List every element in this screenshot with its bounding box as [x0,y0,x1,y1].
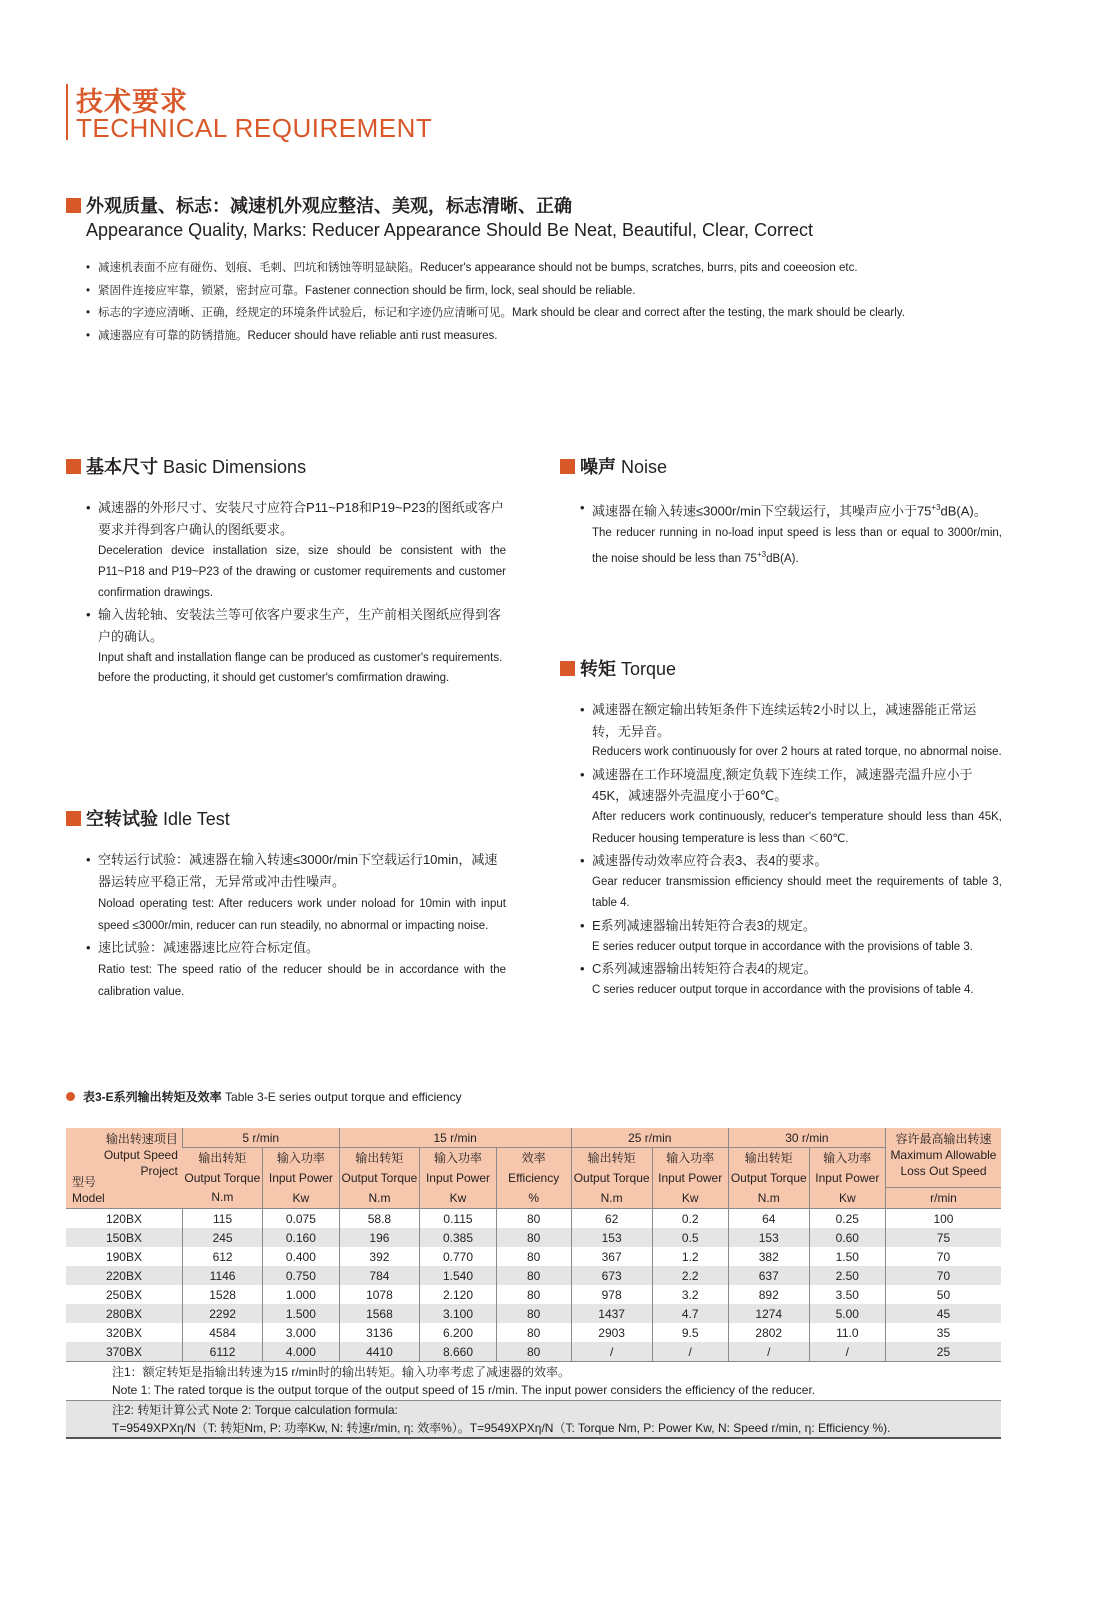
table-cell: 25 [885,1342,1001,1362]
torque-efficiency-table [66,1128,1001,1439]
torque-item-en: After reducers work continuously, reducer's temperature should less than 45K, Reducer housing temperature is less than ＜60℃. [592,810,1002,845]
table-cell: 0.385 [420,1228,496,1247]
table-cell: / [652,1342,728,1362]
col-header-en: Output Torque [182,1168,262,1187]
unit-cell: r/min [885,1187,1001,1208]
col-header-cn: 输入功率 [809,1148,885,1168]
table-cell: 367 [571,1247,652,1266]
col-header-en: Input Power [420,1168,496,1187]
table-cell: 0.60 [809,1228,885,1247]
table-cell: 2802 [728,1323,809,1342]
torque-item-cn: • C系列减速器输出转矩符合表4的规定。 [580,958,1002,980]
idle-test-item1-en: Noload operating test: After reducers work under noload for 10min with input speed ≤3000r/min, reducer can run steadily, no abnormal or impacting noise. [98,898,506,932]
table-cell: 1.000 [263,1285,339,1304]
table-cell: 80 [496,1247,571,1266]
model-cell: 150BX [66,1228,182,1247]
table-row [66,1209,1001,1229]
noise-item-cn: • 减速器在输入转速≤3000r/min下空载运行，其噪声应小于$75^{+3}dB(A)$。 [580,497,1002,522]
unit-cell: Kw [809,1187,885,1208]
unit-cell: N.m [339,1187,420,1208]
table-row [66,1266,1001,1285]
page-title-cn: 技术要求 [76,87,188,117]
table-cell: 115 [182,1209,262,1229]
table-cell: 0.160 [263,1228,339,1247]
basic-dimensions-section [66,453,506,688]
speed-group-header: 5 r/min [182,1128,339,1148]
table-cell: 80 [496,1209,571,1229]
col-header-en: Output Torque [339,1168,420,1187]
square-bullet-icon [560,459,575,474]
model-cell: 320BX [105,1325,142,1340]
table-cell: 50 [885,1285,1001,1304]
unit-cell: Kw [263,1187,339,1208]
torque-section [560,655,1002,1001]
basic-dimensions-heading-cn: 基本尺寸 [86,457,158,477]
table-cell: 4584 [182,1323,262,1342]
torque-item-en: C series reducer output torque in accordance with the provisions of table 4. [592,983,974,996]
table-cell: / [571,1342,652,1362]
table-cell: 2292 [182,1304,262,1323]
table-corner-header: 输出转速项目 Output Speed Project 型号 Model [66,1128,182,1209]
table-cell: 382 [728,1247,809,1266]
table-cell: 1274 [728,1304,809,1323]
appearance-section [66,192,1026,347]
col-header-cn: 输出转矩 [339,1148,420,1168]
table-cell: 1437 [571,1304,652,1323]
col-header-cn: 输出转矩 [728,1148,809,1168]
col-header-cn: 输入功率 [420,1148,496,1168]
col-header-cn: 输入功率 [263,1148,339,1168]
col-header-en: Input Power [652,1168,728,1187]
list-item: • 紧固件连接应牢靠，锁紧，密封应可靠。Fastener connection should be firm, lock, seal should be reliable. [86,280,1026,303]
table-cell: 612 [182,1247,262,1266]
table-row [66,1304,1001,1323]
table-cell: 3.2 [652,1285,728,1304]
table-cell: 70 [885,1266,1001,1285]
table-cell: 3136 [339,1323,420,1342]
table-cell: 3.100 [420,1304,496,1323]
torque-item-en: Reducers work continuously for over 2 hours at rated torque, no abnormal noise. [592,746,1002,759]
table-cell: 8.660 [420,1342,496,1362]
square-bullet-icon [66,459,81,474]
table-cell: 64 [728,1209,809,1229]
idle-test-heading-en: Idle Test [163,809,230,829]
table-cell: 1078 [339,1285,420,1304]
table-cell: 0.115 [420,1209,496,1229]
table-cell: / [809,1342,885,1362]
col-header-en: Efficiency [496,1168,571,1187]
table-cell: 58.8 [339,1209,420,1229]
table-cell: 6.200 [420,1323,496,1342]
noise-heading-cn: 噪声 [580,457,616,477]
table-cell: 1.50 [809,1247,885,1266]
table-row [66,1285,1001,1304]
model-cell: 190BX [105,1249,142,1264]
table-cell: 0.400 [263,1247,339,1266]
noise-item-en: The reducer running in no-load input speed is less than or equal to 3000r/min, the noise should be less than $75^{+3}dB(A)$. [592,527,1002,566]
col-header-cn: 输入功率 [652,1148,728,1168]
table-cell: 62 [571,1209,652,1229]
table-cell: 75 [885,1228,1001,1247]
table-title-cn: 表3-E系列输出转矩及效率 [83,1090,222,1104]
table-body [66,1209,1001,1362]
idle-test-item1-cn: • 空转运行试验：减速器在输入转速≤3000r/min下空载运行10min，减速器运转应平稳正常，无异常或冲击性噪声。 [86,849,506,893]
table-cell: 45 [885,1304,1001,1323]
col-header-en: Output Torque [571,1168,652,1187]
table-cell: 153 [728,1228,809,1247]
table-cell: 978 [571,1285,652,1304]
table-cell: 0.2 [652,1209,728,1229]
unit-cell: N.m [728,1187,809,1208]
table-cell: / [728,1342,809,1362]
table-cell: 392 [339,1247,420,1266]
table-cell: 1.500 [263,1304,339,1323]
speed-group-header: 30 r/min [728,1128,885,1148]
table-cell: 4410 [339,1342,420,1362]
table-cell: 673 [571,1266,652,1285]
square-bullet-icon [66,811,81,826]
unit-cell: N.m [571,1187,652,1208]
table-cell: 1568 [339,1304,420,1323]
model-cell: 280BX [66,1304,182,1323]
table-cell: 35 [885,1323,1001,1342]
col-header-en: Input Power [809,1168,885,1187]
noise-section [560,453,1002,570]
table-cell: 5.00 [809,1304,885,1323]
appearance-list [86,257,1026,347]
table-title [66,1088,462,1105]
basic-dimensions-item2-en: Input shaft and installation flange can be produced as customer's requirements. before the producting, it should get customer's comfirmation drawing. [98,652,503,684]
unit-cell: N.m [182,1187,262,1208]
table-cell: 1146 [182,1266,262,1285]
idle-test-heading-cn: 空转试验 [86,809,158,829]
torque-heading-en: Torque [621,659,677,679]
table-note-2: 注2: 转矩计算公式 Note 2: Torque calculation formula: T=9549XPXη/N（T: 转矩Nm, P: 功率Kw, N: 转速r/min, η: 效率%）。T=9549XPXη/N（T: Torque Nm, P: Power Kw, N: Speed r/min, η: Efficiency %). [66,1401,1001,1439]
appearance-heading-cn: 外观质量、标志：减速机外观应整洁、美观，标志清晰、正确 [86,196,572,216]
list-item: • 标志的字迹应清晰、正确，经规定的环境条件试验后，标记和字迹仍应清晰可见。Mark should be clear and correct after the testing, the mark should be clearly. [86,302,1026,325]
idle-test-section [66,805,506,1003]
torque-item-en: E series reducer output torque in accordance with the provisions of table 3. [592,940,973,953]
table-cell: 11.0 [809,1323,885,1342]
max-speed-header: 容许最高输出转速 Maximum Allowable Loss Out Speed [885,1128,1001,1187]
unit-cell: % [496,1187,571,1208]
torque-item-en: Gear reducer transmission efficiency should meet the requirements of table 3, table 4. [592,875,1002,910]
noise-heading-en: Noise [621,457,668,477]
col-header-cn: 输出转矩 [182,1148,262,1168]
unit-cell: Kw [652,1187,728,1208]
torque-heading-cn: 转矩 [580,659,616,679]
table-cell: 196 [339,1228,420,1247]
table-title-en: Table 3-E series output torque and efficiency [225,1090,462,1104]
table-cell: 3.50 [809,1285,885,1304]
table-cell: 2.2 [652,1266,728,1285]
idle-test-item2-en: Ratio test: The speed ratio of the reducer should be in accordance with the calibration value. [98,964,506,998]
table-row [66,1323,1001,1342]
list-item: • 减速机表面不应有碰伤、划痕、毛刺、凹坑和锈蚀等明显缺陷。Reducer's appearance should not be bumps, scratches, burrs, pits and coeeosion etc. [86,257,1026,280]
col-header-en: Output Torque [728,1168,809,1187]
basic-dimensions-item2-cn: • 输入齿轮轴、安装法兰等可依客户要求生产，生产前相关图纸应得到客户的确认。 [86,604,506,648]
table-cell: 2.120 [420,1285,496,1304]
table-cell: 80 [496,1228,571,1247]
table-cell: 892 [728,1285,809,1304]
table-cell: 1.540 [420,1266,496,1285]
square-bullet-icon [560,661,575,676]
model-cell: 370BX [66,1342,182,1362]
torque-item-cn: • 减速器在工作环境温度,额定负载下连续工作，减速器壳温升应小于45K，减速器外壳温度小于60℃。 [580,764,1002,807]
table-row [66,1228,1001,1247]
table-row [66,1342,1001,1362]
model-cell: 220BX [66,1266,182,1285]
appearance-heading-en: Appearance Quality, Marks: Reducer Appearance Should Be Neat, Beautiful, Clear, Correct [86,220,814,240]
basic-dimensions-item1-cn: • 减速器的外形尺寸、安装尺寸应符合P11~P18和P19~P23的图纸或客户要求并得到客户确认的图纸要求。 [86,497,506,541]
col-header-en: Input Power [263,1168,339,1187]
table-cell: 153 [571,1228,652,1247]
table-cell: 0.770 [420,1247,496,1266]
square-bullet-icon [66,198,81,213]
table-cell: 1.2 [652,1247,728,1266]
table-cell: 3.000 [263,1323,339,1342]
idle-test-item2-cn: • 速比试验：减速器速比应符合标定值。 [86,937,506,959]
table-cell: 80 [496,1266,571,1285]
table-cell: 1528 [182,1285,262,1304]
table-cell: 2.50 [809,1266,885,1285]
table-cell: 9.5 [652,1323,728,1342]
torque-item-cn: • 减速器传动效率应符合表3、表4的要求。 [580,850,1002,872]
col-header-cn: 输出转矩 [571,1148,652,1168]
model-cell: 120BX [66,1209,182,1229]
table-cell: 0.750 [263,1266,339,1285]
table-cell: 0.5 [652,1228,728,1247]
table-cell: 0.25 [809,1209,885,1229]
table-cell: 637 [728,1266,809,1285]
torque-item-cn: • 减速器在额定输出转矩条件下连续运转2小时以上，减速器能正常运转，无异音。 [580,699,1002,742]
circle-bullet-icon [66,1092,75,1101]
model-cell: 250BX [105,1287,142,1302]
table-cell: 0.075 [263,1209,339,1229]
basic-dimensions-item1-en: Deceleration device installation size, size should be consistent with the P11~P18 and P19~P23 of the drawing or customer requirements and customer confirmation drawings. [98,545,506,599]
table-cell: 4.000 [263,1342,339,1362]
table-cell: 6112 [182,1342,262,1362]
list-item: • 减速器应有可靠的防锈措施。Reducer should have reliable anti rust measures. [86,325,1026,348]
speed-group-header: 25 r/min [571,1128,728,1148]
torque-item-cn: • E系列减速器输出转矩符合表3的规定。 [580,915,1002,937]
title-accent-bar [66,84,68,140]
basic-dimensions-heading-en: Basic Dimensions [163,457,307,477]
col-header-cn: 效率 [496,1148,571,1168]
table-cell: 70 [885,1247,1001,1266]
table-cell: 2903 [571,1323,652,1342]
table-cell: 80 [496,1342,571,1362]
table-cell: 4.7 [652,1304,728,1323]
table-cell: 80 [496,1285,571,1304]
page-title-en: TECHNICAL REQUIREMENT [76,113,433,143]
table-note-1: 注1：额定转矩是指输出转速为15 r/min时的输出转矩。输入功率考虑了减速器的效率。 Note 1: The rated torque is the output torque of the output speed of 15 r/min. The input power considers the efficiency of the reducer. [66,1362,1001,1401]
table-row [66,1247,1001,1266]
table-cell: 245 [182,1228,262,1247]
speed-group-header: 15 r/min [339,1128,571,1148]
unit-cell: Kw [420,1187,496,1208]
table-cell: 80 [496,1323,571,1342]
table-cell: 100 [885,1209,1001,1229]
table-cell: 784 [339,1266,420,1285]
table-cell: 80 [496,1304,571,1323]
